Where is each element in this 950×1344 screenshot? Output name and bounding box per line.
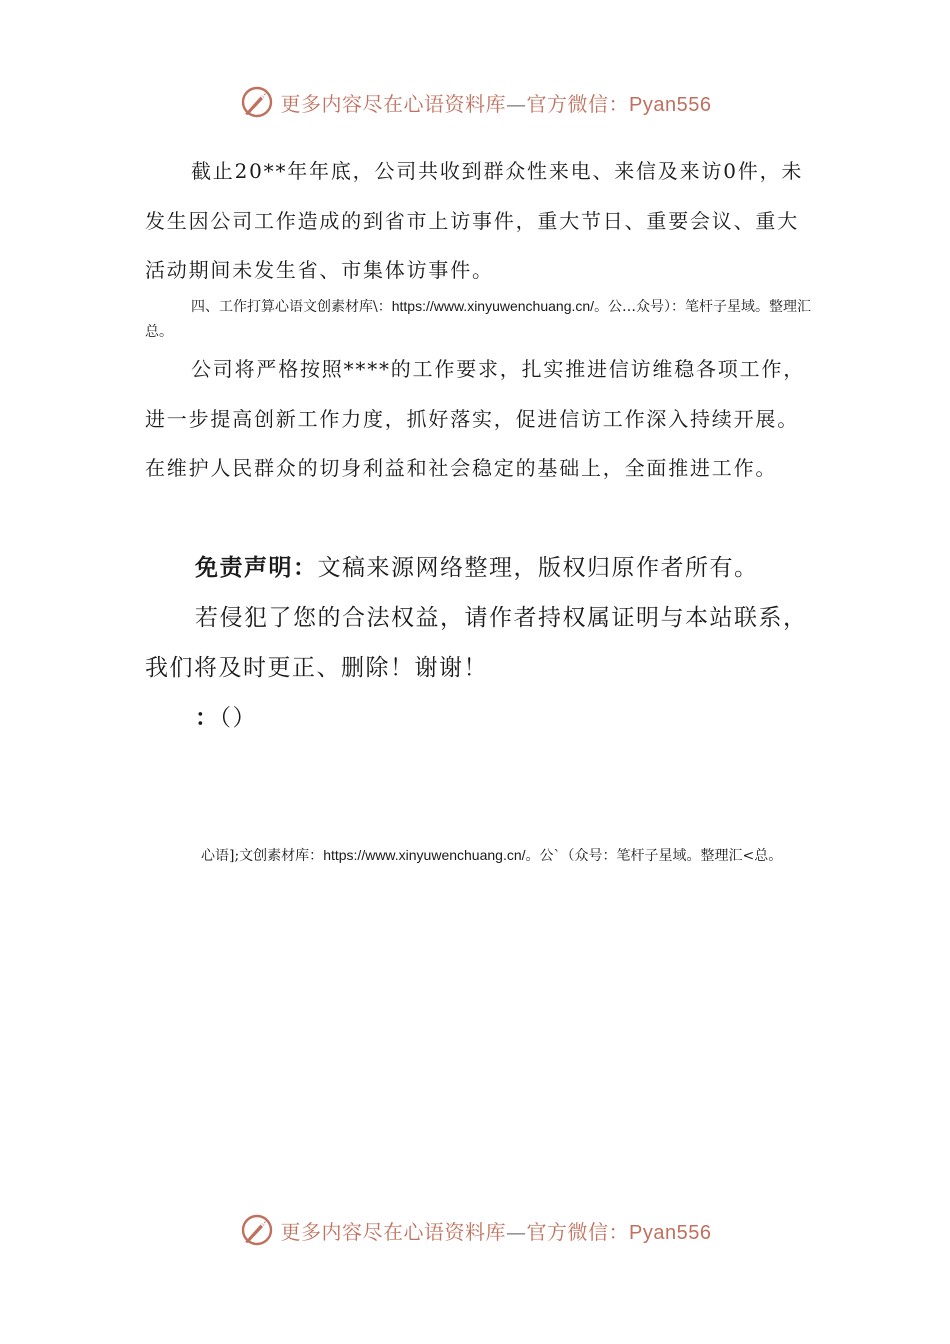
paragraph-petition-summary <box>145 147 813 296</box>
footer-note-suffix: 。公`（众号：笔杆子星域。整理汇<总。 <box>525 848 783 864</box>
pen-nib-circle-icon <box>239 84 275 120</box>
banner-suffix: 官方微信： <box>526 91 630 116</box>
header-banner <box>0 80 950 124</box>
paragraph-work-plan <box>145 345 813 494</box>
paragraph-text: 截止20**年年底，公司共收到群众性来电、来信及来访0件，未发生因公司工作造成的到省市上访事件，重大节日、重要会议、重大活动期间未发生省、市集体访事件。 <box>145 159 804 282</box>
footer-banner-text <box>281 1216 712 1245</box>
disclaimer-line-3 <box>145 693 813 743</box>
footer-banner <box>0 1208 950 1252</box>
paragraph-text <box>145 294 813 345</box>
banner-title: 更多内容尽在心语资料库 <box>280 1219 507 1244</box>
footer-source-note <box>145 843 813 869</box>
banner-separator: — <box>506 91 527 116</box>
disclaimer-section <box>145 543 813 743</box>
paragraph-work-plan-heading <box>145 294 813 345</box>
heading-prefix: 四、工作打算心语文创素材库\： <box>191 299 392 315</box>
banner-wechat-id: Pyan556 <box>629 93 712 116</box>
footer-source-url-link[interactable]: https://www.xinyuwenchuang.cn/ <box>323 847 526 863</box>
footer-note-text <box>145 843 813 869</box>
banner-separator: — <box>506 1219 527 1244</box>
header-banner-text <box>281 88 712 117</box>
banner-suffix: 官方微信： <box>526 1219 630 1244</box>
banner-title: 更多内容尽在心语资料库 <box>280 91 507 116</box>
banner-wechat-id: Pyan556 <box>629 1221 712 1244</box>
pen-nib-circle-icon <box>239 1212 275 1248</box>
disclaimer-lead: 免责声明： <box>195 555 318 581</box>
paragraph-text: 公司将严格按照****的工作要求，扎实推进信访维稳各项工作，进一步提高创新工作力度，抓好落实，促进信访工作深入持续开展。在维护人民群众的切身利益和社会稳定的基础上，全面推进工作。 <box>145 357 805 480</box>
footer-note-prefix: 心语];文创素材库： <box>201 848 324 864</box>
source-url-link[interactable]: https://www.xinyuwenchuang.cn/ <box>391 298 595 314</box>
disclaimer-colon: ： <box>195 705 220 731</box>
heading-suffix: 。公…众号）：笔杆子星域。整理汇总。 <box>145 299 812 340</box>
disclaimer-paren: （） <box>219 705 257 731</box>
disclaimer-line-2: 若侵犯了您的合法权益，请作者持权属证明与本站联系，我们将及时更正、删除！谢谢！ <box>145 605 808 681</box>
disclaimer-line-1 <box>145 543 813 593</box>
disclaimer-text: 文稿来源网络整理，版权归原作者所有。 <box>317 555 759 581</box>
